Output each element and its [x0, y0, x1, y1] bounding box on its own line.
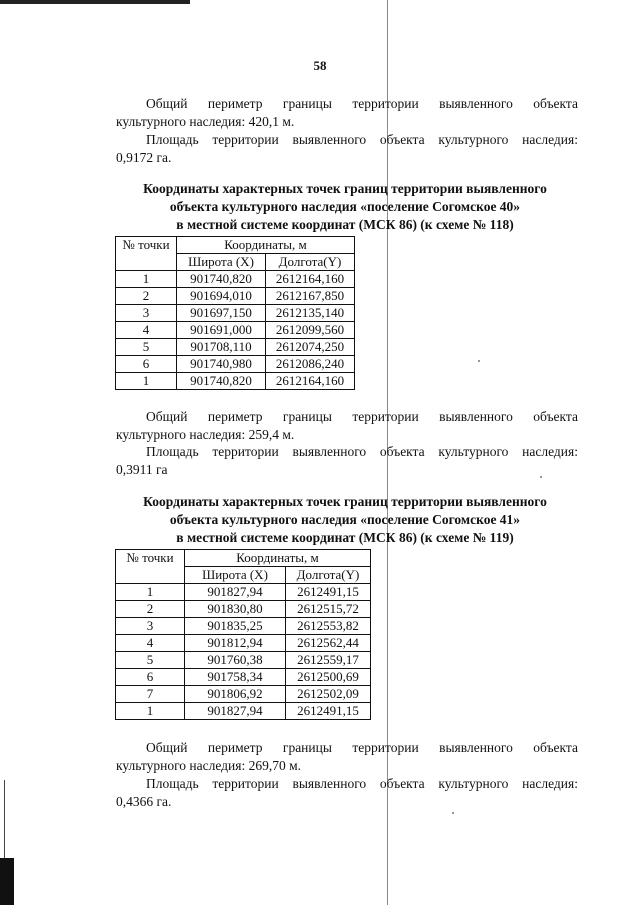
lat-cell: 901708,110 [177, 339, 266, 356]
heading-line: Координаты характерных точек границ территории выявленного [143, 494, 547, 509]
heading-line: объекта культурного наследия «поселение Согомское 40» [169, 199, 521, 214]
scan-speck [478, 360, 480, 362]
table-row [116, 618, 371, 635]
table-row [116, 305, 355, 322]
point-cell: 1 [116, 373, 177, 390]
point-cell: 6 [116, 356, 177, 373]
perimeter-paragraph-41 [116, 739, 578, 775]
perimeter-value: культурного наследия: 420,1 м. [116, 114, 295, 129]
perimeter-paragraph-40 [116, 408, 578, 444]
heading-line: объекта культурного наследия «поселение Согомское 41» [169, 512, 521, 527]
area-value: 0,4366 га. [116, 794, 172, 809]
table-row [116, 703, 371, 720]
coordinates-table-40 [115, 236, 355, 390]
col-point-header: № точки [116, 550, 185, 584]
lon-cell: 2612502,09 [286, 686, 371, 703]
area-value: 0,3911 га [116, 462, 168, 477]
section-heading-40 [100, 180, 590, 234]
lon-cell: 2612164,160 [266, 373, 355, 390]
lon-cell: 2612086,240 [266, 356, 355, 373]
table-row [116, 322, 355, 339]
table-row [116, 584, 371, 601]
lon-cell: 2612135,140 [266, 305, 355, 322]
scan-edge-line [4, 780, 5, 858]
point-cell: 4 [116, 322, 177, 339]
table-row [116, 686, 371, 703]
lat-cell: 901740,980 [177, 356, 266, 373]
area-line: Площадь территории выявленного объекта культурного наследия: [146, 776, 578, 791]
lat-cell: 901835,25 [185, 618, 286, 635]
lon-cell: 2612553,82 [286, 618, 371, 635]
table-row [116, 356, 355, 373]
lat-cell: 901740,820 [177, 373, 266, 390]
lon-cell: 2612074,250 [266, 339, 355, 356]
lat-cell: 901812,94 [185, 635, 286, 652]
point-cell: 1 [116, 271, 177, 288]
heading-line: в местной системе координат (МСК 86) (к схеме № 118) [176, 217, 514, 232]
perimeter-value: культурного наследия: 259,4 м. [116, 427, 295, 442]
coordinates-table-41 [115, 549, 371, 720]
point-cell: 2 [116, 601, 185, 618]
lat-cell: 901691,000 [177, 322, 266, 339]
area-paragraph-117 [116, 131, 578, 167]
point-cell: 7 [116, 686, 185, 703]
point-cell: 5 [116, 339, 177, 356]
lat-cell: 901740,820 [177, 271, 266, 288]
point-cell: 3 [116, 618, 185, 635]
table-row [116, 339, 355, 356]
lon-cell: 2612167,850 [266, 288, 355, 305]
point-cell: 5 [116, 652, 185, 669]
lat-cell: 901827,94 [185, 703, 286, 720]
lat-cell: 901760,38 [185, 652, 286, 669]
table-header-row [116, 237, 355, 254]
page-number: 58 [313, 58, 327, 73]
point-cell: 1 [116, 703, 185, 720]
table-row [116, 271, 355, 288]
table-row [116, 601, 371, 618]
perimeter-value: культурного наследия: 269,70 м. [116, 758, 302, 773]
lat-cell: 901806,92 [185, 686, 286, 703]
perimeter-line: Общий периметр границы территории выявленного объекта [146, 409, 578, 424]
point-cell: 2 [116, 288, 177, 305]
col-lat-header: Широта (X) [177, 254, 266, 271]
perimeter-line: Общий периметр границы территории выявленного объекта [146, 740, 578, 755]
col-lon-header: Долгота(Y) [266, 254, 355, 271]
lon-cell: 2612559,17 [286, 652, 371, 669]
table-header-row [116, 550, 371, 567]
table-row [116, 373, 355, 390]
scan-top-rule [0, 0, 190, 4]
lat-cell: 901830,80 [185, 601, 286, 618]
area-paragraph-41 [116, 775, 578, 811]
lon-cell: 2612515,72 [286, 601, 371, 618]
scan-edge-mark [0, 858, 14, 905]
heading-line: в местной системе координат (МСК 86) (к схеме № 119) [176, 530, 514, 545]
heading-line: Координаты характерных точек границ территории выявленного [143, 181, 547, 196]
col-point-header: № точки [116, 237, 177, 271]
section-heading-41 [100, 493, 590, 547]
lon-cell: 2612099,560 [266, 322, 355, 339]
col-lat-header: Широта (X) [185, 567, 286, 584]
lat-cell: 901697,150 [177, 305, 266, 322]
area-value: 0,9172 га. [116, 150, 172, 165]
lon-cell: 2612164,160 [266, 271, 355, 288]
area-line: Площадь территории выявленного объекта культурного наследия: [146, 132, 578, 147]
col-coords-header: Координаты, м [177, 237, 355, 254]
lon-cell: 2612491,15 [286, 703, 371, 720]
col-coords-header: Координаты, м [185, 550, 371, 567]
point-cell: 1 [116, 584, 185, 601]
point-cell: 3 [116, 305, 177, 322]
table-row [116, 669, 371, 686]
lat-cell: 901758,34 [185, 669, 286, 686]
lat-cell: 901827,94 [185, 584, 286, 601]
table-row [116, 288, 355, 305]
perimeter-line: Общий периметр границы территории выявленного объекта [146, 96, 578, 111]
point-cell: 6 [116, 669, 185, 686]
lon-cell: 2612562,44 [286, 635, 371, 652]
point-cell: 4 [116, 635, 185, 652]
perimeter-paragraph-117 [116, 95, 578, 131]
lon-cell: 2612500,69 [286, 669, 371, 686]
table-row [116, 652, 371, 669]
area-paragraph-40 [116, 443, 578, 479]
table-row [116, 635, 371, 652]
lon-cell: 2612491,15 [286, 584, 371, 601]
area-line: Площадь территории выявленного объекта культурного наследия: [146, 444, 578, 459]
lat-cell: 901694,010 [177, 288, 266, 305]
scan-speck [452, 812, 454, 814]
col-lon-header: Долгота(Y) [286, 567, 371, 584]
